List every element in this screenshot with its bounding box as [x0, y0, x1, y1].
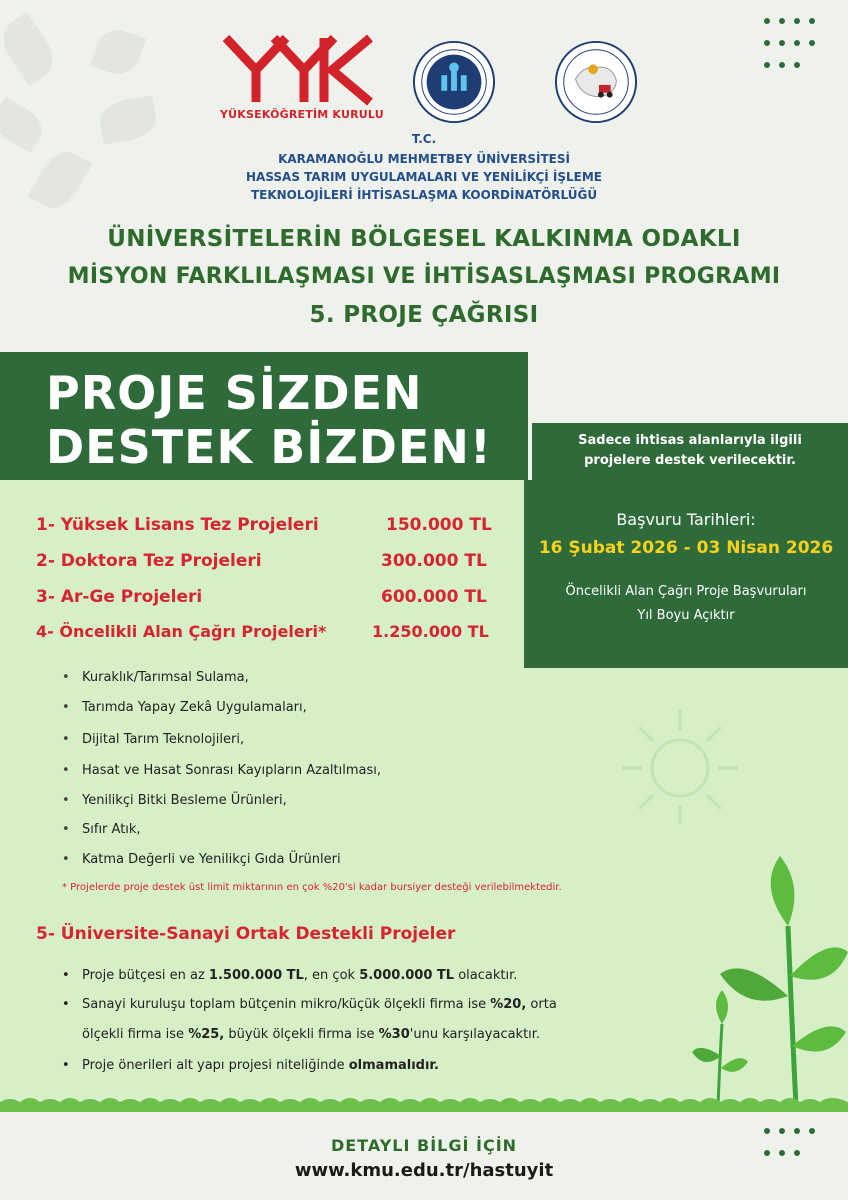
project-amount: 1.250.000 TL	[372, 622, 489, 641]
eligibility-note-line2: projelere destek verilecektir.	[584, 453, 796, 468]
yok-label: YÜKSEKÖĞRETİM KURULU	[220, 108, 384, 121]
project-name: 3- Ar-Ge Projeleri	[36, 587, 203, 607]
footer-label: DETAYLI BİLGİ İÇİN	[330, 1136, 518, 1155]
eligibility-note	[532, 423, 848, 480]
list-item: • Tarımda Yapay Zekâ Uygulamaları,	[62, 700, 307, 715]
grass-border	[0, 1094, 848, 1112]
footer-url[interactable]: www.kmu.edu.tr/hastuyit	[294, 1160, 554, 1181]
list-item-continued: ölçekli firma ise %25, büyük ölçekli firma ise %30'unu karşılayacaktır.	[82, 1027, 541, 1042]
project-amount: 150.000 TL	[386, 515, 492, 535]
hastuyit-seal-logo	[554, 40, 638, 124]
footnote: * Projelerde proje destek üst limit miktarının en çok %20'si kadar bursiyer desteği verilebilmektedir.	[62, 882, 562, 893]
project-name: 2- Doktora Tez Projeleri	[36, 551, 262, 571]
call-title: 5. PROJE ÇAĞRISI	[309, 302, 539, 328]
project-name: 4- Öncelikli Alan Çağrı Projeleri*	[36, 622, 327, 641]
eligibility-note-line1: Sadece ihtisas alanlarıyla ilgili	[578, 433, 802, 448]
project-amount: 600.000 TL	[381, 587, 487, 607]
slogan-line2: DESTEK BİZDEN!	[46, 420, 492, 474]
inst-tc: T.C.	[411, 132, 437, 146]
dates-label: Başvuru Tarihleri:	[616, 510, 756, 529]
list-item: • Dijital Tarım Teknolojileri,	[62, 732, 244, 747]
inst-coordinator-line2: TEKNOLOJİLERİ İHTİSASLAŞMA KOORDİNATÖRLÜĞÜ	[250, 188, 598, 202]
slogan-line1: PROJE SİZDEN	[46, 366, 423, 420]
program-title-line1: ÜNİVERSİTELERİN BÖLGESEL KALKINMA ODAKLI	[107, 226, 741, 252]
plant-illustration	[688, 856, 848, 1106]
list-item: • Proje bütçesi en az 1.500.000 TL, en çok 5.000.000 TL olacaktır.	[62, 968, 518, 983]
program-title-line2: MİSYON FARKLILAŞMASI VE İHTİSASLAŞMASI PROGRAMI	[67, 264, 781, 289]
priority-note-line2: Yıl Boyu Açıktır	[637, 608, 735, 623]
list-item: • Kuraklık/Tarımsal Sulama,	[62, 670, 249, 685]
slogan-banner	[0, 352, 528, 480]
project-name: 1- Yüksek Lisans Tez Projeleri	[36, 515, 319, 535]
list-item: • Katma Değerli ve Yenilikçi Gıda Ürünleri	[62, 852, 341, 867]
decorative-dots	[764, 18, 844, 84]
kmu-seal-logo	[412, 40, 496, 124]
project-amount: 300.000 TL	[381, 551, 487, 571]
section5-heading: 5- Üniversite-Sanayi Ortak Destekli Projeler	[36, 924, 456, 944]
priority-note-line1: Öncelikli Alan Çağrı Proje Başvuruları	[565, 584, 807, 599]
application-dates-box	[524, 480, 848, 668]
logo-row	[220, 30, 640, 130]
inst-university: KARAMANOĞLU MEHMETBEY ÜNİVERSİTESİ	[278, 152, 570, 166]
list-item: • Yenilikçi Bitki Besleme Ürünleri,	[62, 793, 287, 808]
list-item: • Sanayi kuruluşu toplam bütçenin mikro/küçük ölçekli firma ise %20, orta	[62, 997, 557, 1012]
list-item: • Hasat ve Hasat Sonrası Kayıpların Azaltılması,	[62, 763, 381, 778]
list-item: • Sıfır Atık,	[62, 822, 141, 837]
sun-icon	[600, 706, 760, 826]
inst-coordinator-line1: HASSAS TARIM UYGULAMALARI VE YENİLİKÇİ İŞLEME	[245, 170, 603, 184]
yok-logo	[220, 30, 390, 106]
dates-range: 16 Şubat 2026 - 03 Nisan 2026	[538, 538, 834, 558]
list-item: • Proje önerileri alt yapı projesi niteliğinde olmamalıdır.	[62, 1058, 439, 1073]
